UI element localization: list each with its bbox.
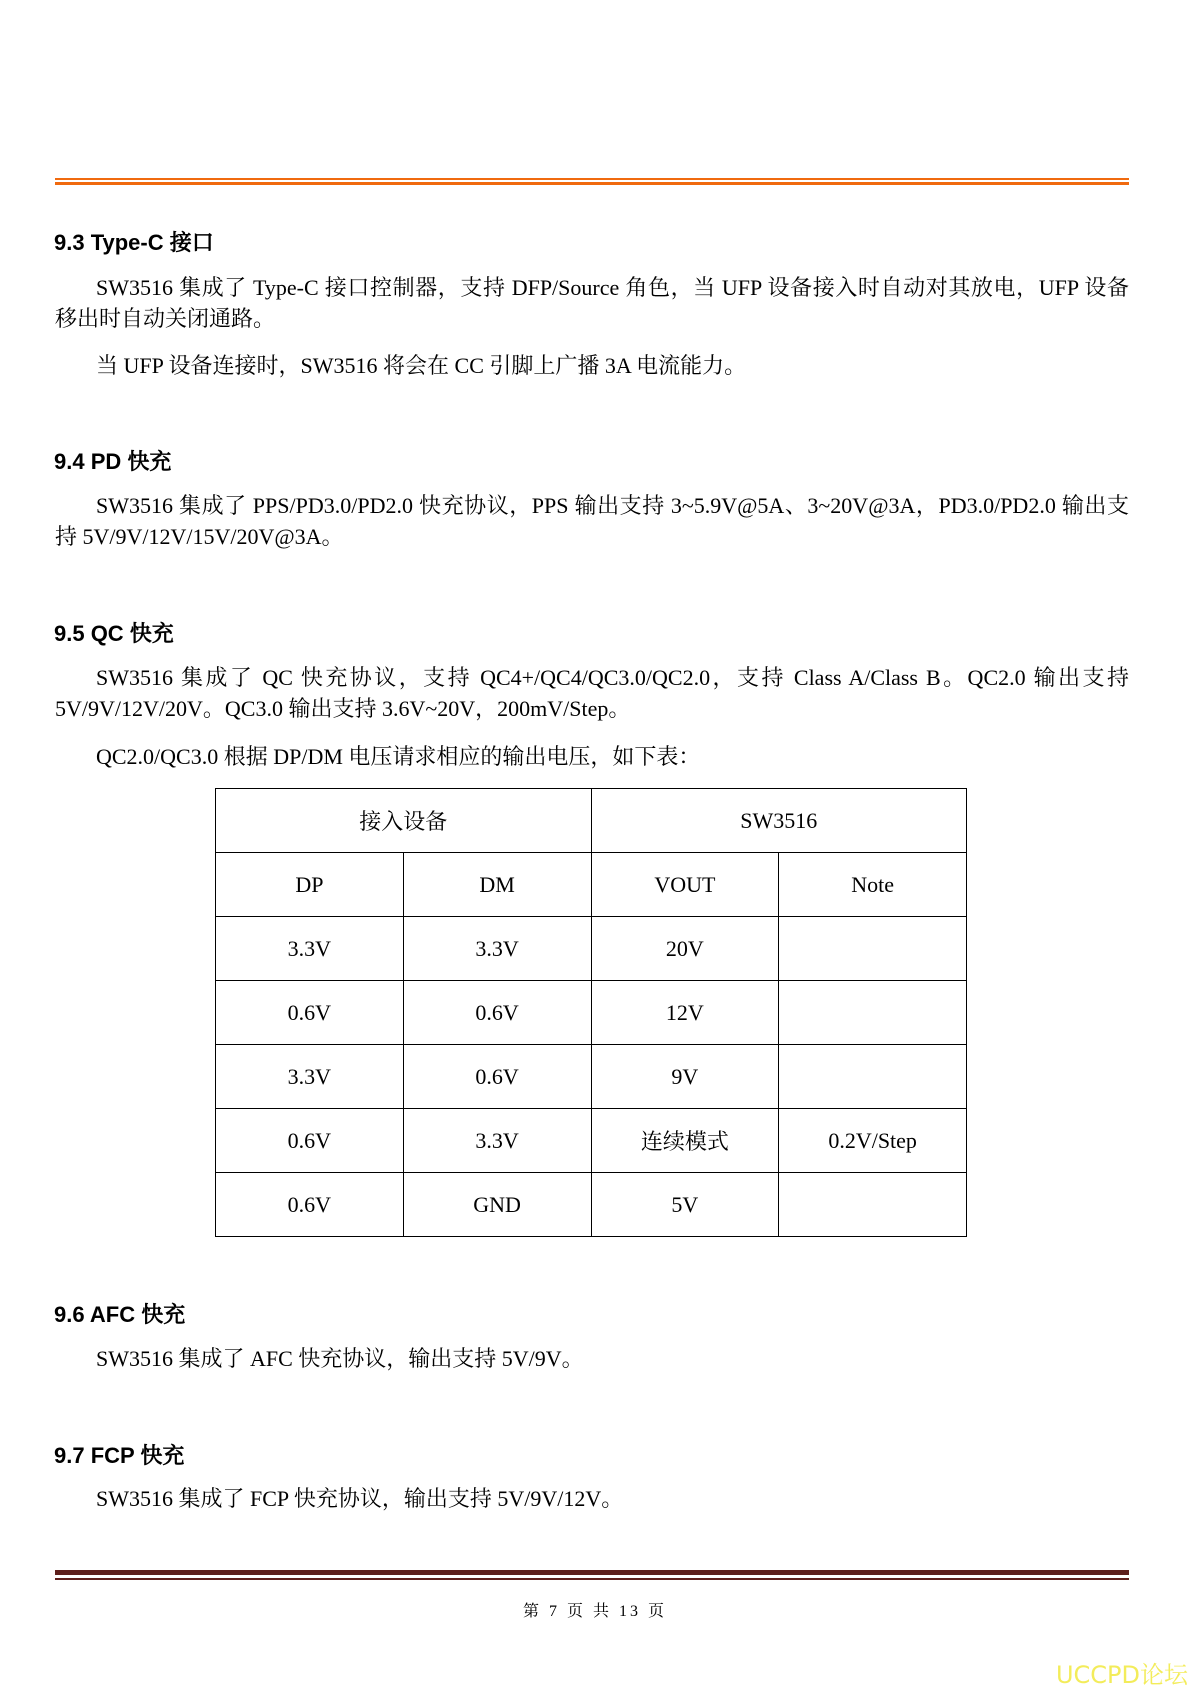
paragraph: 当 UFP 设备连接时，SW3516 将会在 CC 引脚上广播 3A 电流能力。 — [96, 353, 747, 378]
table-header-cell: SW3516 — [591, 789, 967, 853]
table-header-cell: Note — [779, 853, 967, 917]
paragraph: SW3516 集成了 Type-C 接口控制器，支持 DFP/Source 角色，当 UFP 设备接入时自动对其放电，UFP 设备移出时自动关闭通路。 — [55, 275, 1129, 331]
table-header-cell: 接入设备 — [216, 789, 592, 853]
table-cell: 5V — [591, 1173, 779, 1237]
table-cell: 0.6V — [216, 1173, 404, 1237]
paragraph: SW3516 集成了 QC 快充协议，支持 QC4+/QC4/QC3.0/QC2.0，支持 Class A/Class B。QC2.0 输出支持 5V/9V/12V/20V。QC3.0 输出支持 3.6V~20V，200mV/Step。 — [55, 665, 1129, 721]
table-row — [216, 1045, 967, 1109]
section-heading: 9.5 QC 快充 — [54, 621, 174, 646]
table-cell: 3.3V — [403, 917, 591, 981]
watermark: UCCPD论坛 — [1055, 1661, 1188, 1689]
table-cell: 3.3V — [216, 917, 404, 981]
paragraph: SW3516 集成了 PPS/PD3.0/PD2.0 快充协议，PPS 输出支持 3~5.9V@5A、3~20V@3A，PD3.0/PD2.0 输出支持 5V/9V/12V/15V/20V@3A。 — [55, 493, 1129, 549]
header-rule — [55, 178, 1129, 180]
table-header-cell: DM — [403, 853, 591, 917]
section-heading: 9.3 Type-C 接口 — [54, 230, 214, 255]
table-header-cell: DP — [216, 853, 404, 917]
paragraph: SW3516 集成了 FCP 快充协议，输出支持 5V/9V/12V。 — [96, 1486, 624, 1511]
table-cell — [779, 917, 967, 981]
table-row — [216, 981, 967, 1045]
table-cell: 连续模式 — [591, 1109, 779, 1173]
table-cell: 0.6V — [216, 1109, 404, 1173]
table-group-header-row — [216, 789, 967, 853]
table-cell: 0.6V — [403, 981, 591, 1045]
table-cell: 20V — [591, 917, 779, 981]
table-row — [216, 1173, 967, 1237]
table-cell: 9V — [591, 1045, 779, 1109]
footer-rule — [55, 1578, 1129, 1580]
table-header-cell: VOUT — [591, 853, 779, 917]
table-cell: GND — [403, 1173, 591, 1237]
table-row — [216, 917, 967, 981]
header-rule — [55, 182, 1129, 185]
page-number: 第 7 页 共 13 页 — [522, 1603, 667, 1620]
table-cell: 0.6V — [403, 1045, 591, 1109]
table-cell — [779, 981, 967, 1045]
table-cell: 3.3V — [403, 1109, 591, 1173]
paragraph: SW3516 集成了 AFC 快充协议，输出支持 5V/9V。 — [96, 1346, 584, 1371]
table-row — [216, 1109, 967, 1173]
table-header-row — [216, 853, 967, 917]
table-cell: 0.2V/Step — [779, 1109, 967, 1173]
table-cell: 3.3V — [216, 1045, 404, 1109]
table-cell — [779, 1173, 967, 1237]
footer-rule — [55, 1570, 1129, 1575]
table-cell — [779, 1045, 967, 1109]
table-cell: 0.6V — [216, 981, 404, 1045]
paragraph: QC2.0/QC3.0 根据 DP/DM 电压请求相应的输出电压，如下表： — [96, 744, 701, 769]
qc-voltage-table — [215, 788, 967, 1237]
table-cell: 12V — [591, 981, 779, 1045]
section-heading: 9.4 PD 快充 — [54, 449, 172, 474]
section-heading: 9.7 FCP 快充 — [54, 1443, 185, 1468]
section-heading: 9.6 AFC 快充 — [54, 1302, 186, 1327]
